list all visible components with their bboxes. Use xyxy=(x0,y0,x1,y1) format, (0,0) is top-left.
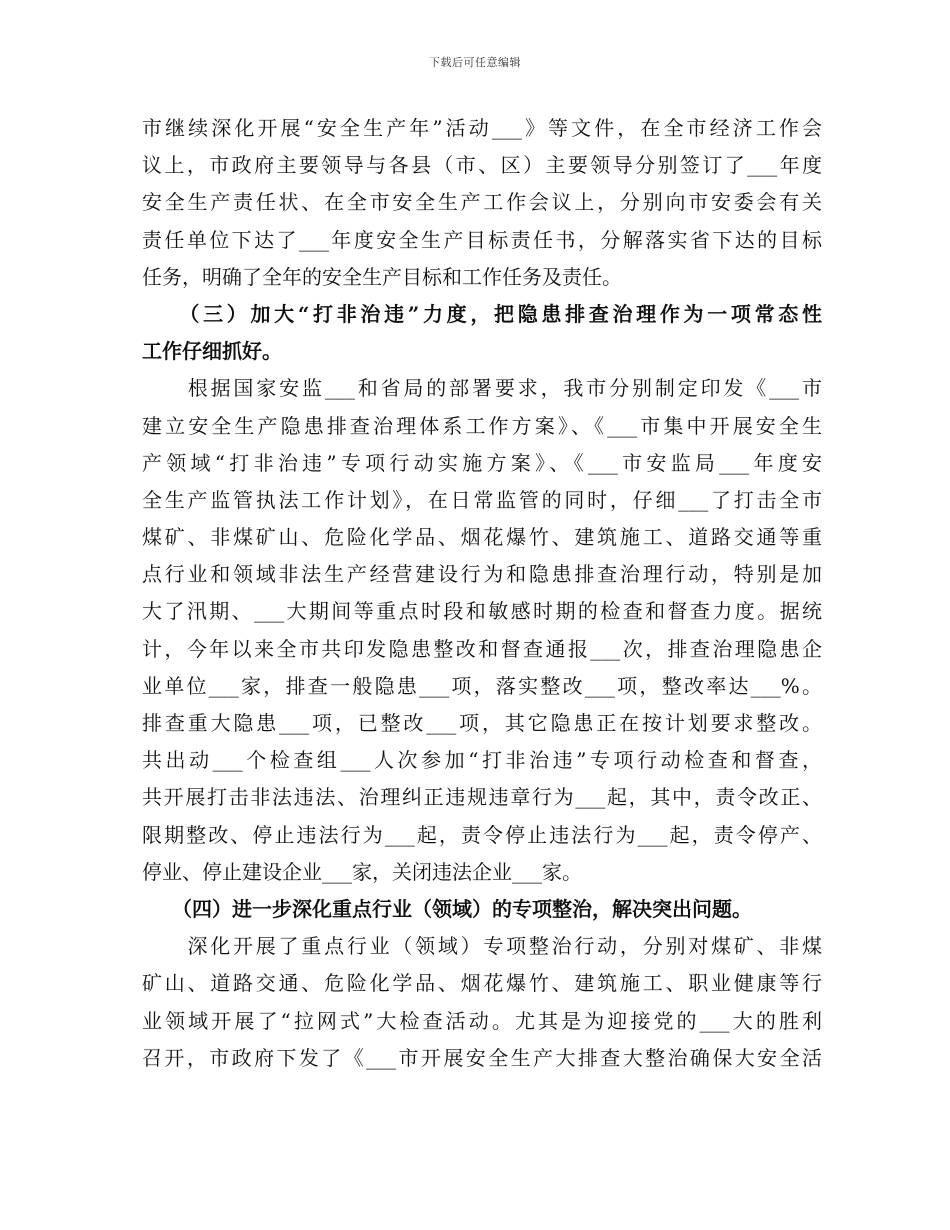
document-body xyxy=(142,110,822,1077)
body-line: 市继续深化开展“安全生产年”活动___》等文件，在全市经济工作会 xyxy=(142,116,822,140)
body-line: 煤矿、非煤矿山、危险化学品、烟花爆竹、建筑施工、道路交通等重 xyxy=(142,525,822,550)
body-line: 业单位___家，排查一般隐患___项，落实整改___项，整改率达___%。 xyxy=(142,673,822,698)
section-heading-3: （三）加大“打非治违”力度，把隐患排查治理作为一项常态性 xyxy=(142,301,822,326)
body-line: 责任单位下达了___年度安全生产目标责任书，分解落实省下达的目标 xyxy=(142,227,822,252)
body-line: 全生产监管执法工作计划》，在日常监管的同时，仔细___了打击全市 xyxy=(142,487,822,512)
body-line: 限期整改、停止违法行为___起，责令停止违法行为___起，责令停产、 xyxy=(142,822,822,847)
body-line: 业领域开展了“拉网式”大检查活动。尤其是为迎接党的___大的胜利 xyxy=(142,1008,822,1033)
body-line: 议上，市政府主要领导与各县（市、区）主要领导分别签订了___年度 xyxy=(142,153,822,178)
body-line: 建立安全生产隐患排查治理体系工作方案》、《___市集中开展安全生 xyxy=(142,413,822,438)
body-line: 共开展打击非法违法、治理纠正违规违章行为___起，其中，责令改正、 xyxy=(142,785,822,810)
section-heading-3-continued: 工作仔细抓好。 xyxy=(142,339,282,364)
body-line: 计，今年以来全市共印发隐患整改和督查通报___次，排查治理隐患企 xyxy=(142,636,822,661)
page-header: 下载后可任意编辑 xyxy=(429,56,521,69)
body-line: 产领域“打非治违”专项行动实施方案》、《___市安监局___年度安 xyxy=(142,450,822,475)
body-line: 共出动___个检查组___人次参加“打非治违”专项行动检查和督查， xyxy=(142,748,822,773)
body-line: 矿山、道路交通、危险化学品、烟花爆竹、建筑施工、职业健康等行 xyxy=(142,971,822,996)
body-line: 任务，明确了全年的安全生产目标和工作任务及责任。 xyxy=(142,264,622,289)
body-line: 点行业和领域非法生产经营建设行为和隐患排查治理行动，特别是加 xyxy=(142,562,822,587)
body-line: 安全生产责任状、在全市安全生产工作会议上，分别向市安委会有关 xyxy=(142,190,822,215)
body-line: 召开，市政府下发了《___市开展安全生产大排查大整治确保大安全活 xyxy=(142,1045,822,1070)
body-line: 排查重大隐患___项，已整改___项，其它隐患正在按计划要求整改。 xyxy=(142,711,822,735)
body-line: 深化开展了重点行业（领域）专项整治行动，分别对煤矿、非煤 xyxy=(142,934,822,959)
body-line: 大了汛期、___大期间等重点时段和敏感时期的检查和督查力度。据统 xyxy=(142,599,822,624)
section-heading-4: （四）进一步深化重点行业（领域）的专项整治，解决突出问题。 xyxy=(142,896,752,921)
body-line: 停业、停止建设企业___家，关闭违法企业___家。 xyxy=(142,859,582,884)
body-line: 根据国家安监___和省局的部署要求，我市分别制定印发《___市 xyxy=(142,376,822,401)
